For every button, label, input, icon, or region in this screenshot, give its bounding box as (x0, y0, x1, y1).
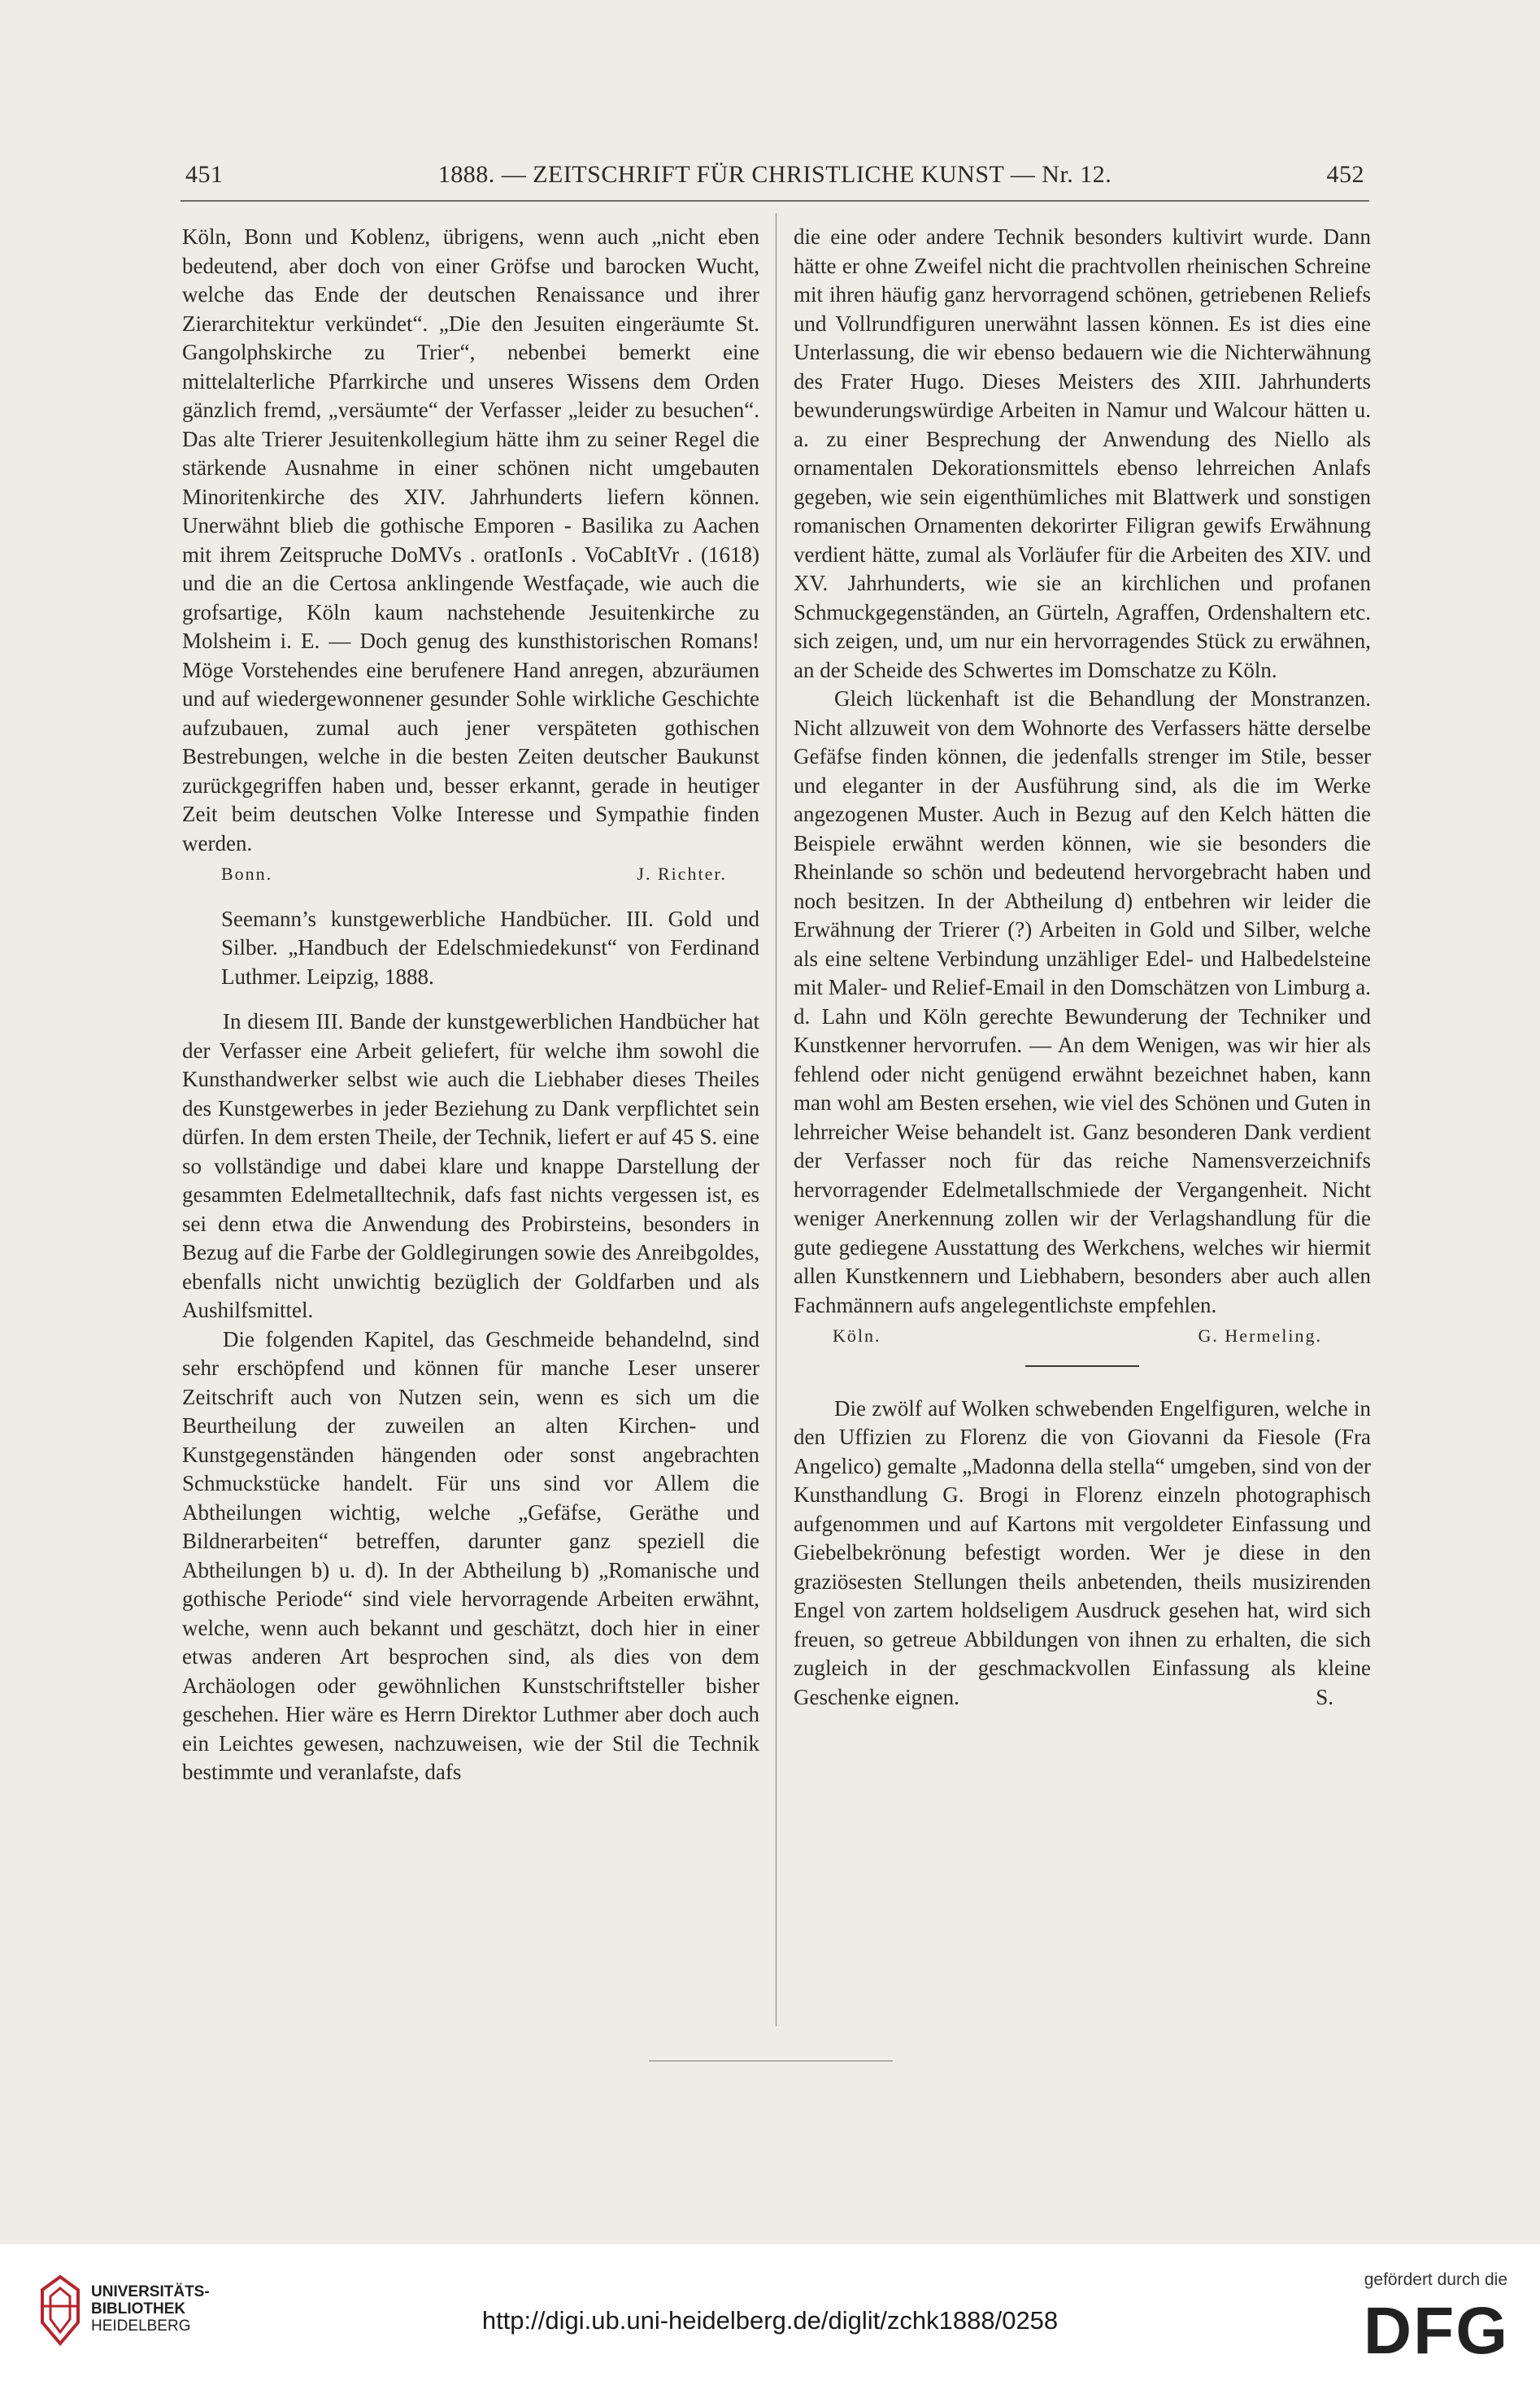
article-paragraph: Gleich lückenhaft ist die Behandlung der Monstranzen. Nicht allzuweit von dem Wohnorte des Verfassers hätte derselbe Gefäfse finden können, die jedenfalls strenger im Stile, besser und eleganter in der Ausführung sind, als die im Werke angezogenen Muster. Auch in Bezug auf den Kelch hätten die Beispiele erwähnt werden können, wie sie besonders die Rheinlande so schön und bedeutend hervorgebracht haben und noch besitzen. In der Abtheilung d) entbehren wir leider die Erwähnung der Trierer (?) Arbeiten in Gold und Silber, welche als eine seltene Verbindung unzähliger Edel- und Halbedelsteine mit Maler- und Relief-Email in den Domschätzen von Limburg a. d. Lahn und Köln gerechte Bewunderung der Techniker und Kunstkenner hervorrufen. — An dem Wenigen, was wir hier als fehlend oder nicht genügend erwähnt bezeichnet haben, kann man wohl am Besten ersehen, wie viel des Schönen und Guten in lehrreicher Weise behandelt ist. Ganz besonderen Dank verdient der Verfasser noch für das reiche Namensverzeichnifs hervorragender Edelmetallschmiede der Vergangenheit. Nicht weniger Anerkennung zollen wir der Verlagshandlung für die gute gediegene Ausstattung des Werkchens, welches wir hiermit allen Kunstkennern und Liebhabern, besonders aber auch allen Fachmännern aufs angelegentlichste empfehlen. (794, 686, 1371, 1317)
article-paragraph: die eine oder andere Technik besonders kultivirt wurde. Dann hätte er ohne Zweifel nicht die prachtvollen rheinischen Schreine mit ihren häufig ganz hervorragend schönen, getriebenen Reliefs und Vollrundfiguren unerwähnt lassen können. Es ist dies eine Unterlassung, die wir ebenso bedauern wie die Nichterwähnung des Frater Hugo. Dieses Meisters des XIII. Jahrhunderts bewunderungswürdige Arbeiten in Namur und Walcour hätten u. a. zu einer Besprechung der Anwendung des Niello als ornamentalen Dekorationsmittels ebenso lehrreichen Anlafs gegeben, wie sein eigenthümliches mit Blattwerk und sonstigen romanischen Ornamenten dekorirter Filigran gewifs Erwähnung verdient hätte, zumal als Vorläufer für die Arbeiten des XIV. und XV. Jahrhunderts, wie sie an kirchlichen und profanen Schmuckgegenständen, an Gürteln, Agraffen, Ordenshaltern etc. sich zeigen, und, um nur ein hervorragendes Stück zu erwähnen, an der Scheide des Schwertes im Domschatze zu Köln. (794, 224, 1371, 682)
signature (794, 1320, 1371, 1362)
article-paragraph: Die folgenden Kapitel, das Geschmeide behandelnd, sind sehr erschöpfend und können für manche Leser unserer Zeitschrift auch von Nutzen sein, wenn es sich um die Beurtheilung der zuweilen an alten Kirchen- und Kunstgegenständen hängenden oder sonst angebrachten Schmuckstücke handelt. Für uns sind vor Allem die Abtheilungen wichtig, welche „Gefäfse, Geräthe und Bildnerarbeiten“ betreffen, darunter ganz speziell die Abtheilungen b) u. d). In der Abtheilung b) „Romanische und gothische Periode“ sind viele hervorragende Arbeiten erwähnt, welche, wenn auch bekannt und geschätzt, doch hier in einer etwas anderen Art besprochen sind, als dies von dem Archäologen oder gewöhnlichen Kunstschriftsteller bisher geschehen. Hier wäre es Herrn Direktor Luthmer aber doch auch ein Leichtes gewesen, nachzuweisen, wie der Stil die Technik bestimmte und veranlafste, dafs (182, 1326, 759, 1784)
article-paragraph: In diesem III. Bande der kunstgewerblichen Handbücher hat der Verfasser eine Arbeit geliefert, für welche ihm sowohl die Kunsthandwerker selbst wie auch die Liebhaber dieses Theiles des Kunstgewerbes in jeder Beziehung zu Dank verpflichtet sein dürfen. In dem ersten Theile, der Technik, liefert er auf 45 S. eine so vollständige und dabei klare und knappe Darstellung der gesammten Edelmetalltechnik, dafs fast nichts vergessen ist, es sei denn etwa die Anwendung des Probirsteins, besonders in Bezug auf die Farbe der Goldlegirungen sowie des Anreibgoldes, ebenfalls nicht unwichtig bezüglich der Goldfarben und als Aushilfsmittel. (182, 1009, 759, 1322)
article-paragraph: Köln, Bonn und Koblenz, übrigens, wenn auch „nicht eben bedeutend, aber doch von einer Gröfse und barocken Wucht, welche das Ende der deutschen Renaissance und ihrer Zierarchitektur verkündet“. „Die den Jesuiten eingeräumte St. Gangolphskirche zu Trier“, nebenbei bemerkt eine mittelalterliche Pfarrkirche und unseres Wissens dem Orden gänzlich fremd, „versäumte“ der Verfasser „leider zu besuchen“. Das alte Trierer Jesuitenkollegium hätte ihm zu seiner Regel die stärkende Ausnahme in einer schönen nicht umgebauten Minoritenkirche des XIV. Jahrhunderts liefern können. Unerwähnt blieb die gothische Emporen - Basilika zu Aachen mit ihrem Zeitspruche DoMVs . oratIonIs . VoCabItVr . (1618) und die an die Certosa anklingende Westfaçade, wie auch die grofsartige, Köln kaum nachstehende Jesuitenkirche zu Molsheim i. E. — Doch genug des kunsthistorischen Romans! Möge Vorstehendes eine berufenere Hand anregen, abzuräumen und auf wiedergewonnener gesunder Sohle wirkliche Geschichte aufzubauen, zumal auch jener verspäteten gothischen Bestrebungen, welche in die besten Zeiten deutscher Baukunst zurückgegriffen haben und, besser erkannt, gerade in heutiger Zeit beim deutschen Volke Interesse und Sympathie finden werden. (182, 224, 759, 855)
library-name: UNIVERSITÄTS- BIBLIOTHEK HEIDELBERG (91, 2283, 210, 2335)
review-heading: Seemann’s kunstgewerbliche Handbücher. III. Gold und Silber. „Handbuch der Edelschmiedekunst“ von Ferdinand Luthmer. Leipzig, 1888. (221, 906, 759, 989)
section-rule (1025, 1365, 1139, 1367)
signature-initial: S. (1316, 1684, 1333, 1709)
left-column (182, 223, 759, 1787)
journal-title: 1888. — ZEITSCHRIFT FÜR CHRISTLICHE KUNST — Nr. 12. (437, 161, 1112, 188)
signature-place: Bonn. (221, 864, 273, 884)
funding-note: gefördert durch die (1364, 2270, 1507, 2289)
signature-name: J. Richter. (637, 864, 727, 884)
signature-name: G. Hermeling. (1198, 1325, 1322, 1346)
dfg-logo: DFG (1363, 2294, 1509, 2368)
permalink-url[interactable]: http://digi.ub.uni-heidelberg.de/diglit/zchk1888/0258 (481, 2306, 1059, 2335)
page-number-left: 451 (185, 161, 224, 188)
header-rule (181, 200, 1369, 202)
column-divider (776, 213, 777, 2026)
running-header (185, 161, 1364, 194)
article-paragraph: Die zwölf auf Wolken schwebenden Engelfiguren, welche in den Uffizien zu Florenz die von Giovanni da Fiesole (Fra Angelico) gemalte „Madonna della stella“ umgeben, sind von der Kunsthandlung G. Brogi in Florenz einzeln photographisch aufgenommen und auf Kartons mit vergoldeter Einfassung und Giebelbekrönung befestigt worden. Wer je diese in den graziösesten Stellungen theils anbetenden, theils musizirenden Engel von zartem holdseligem Ausdruck gesehen hat, wird sich freuen, so getreue Abbildungen von ihnen zu erhalten, die sich zugleich in der geschmackvollen Einfassung als kleine Geschenke eignen. S. (794, 1395, 1371, 1713)
page-number-right: 452 (1326, 161, 1364, 188)
digitization-footer (0, 2244, 1540, 2385)
signature (182, 858, 759, 905)
right-column (794, 223, 1371, 1712)
signature-place: Köln. (833, 1325, 881, 1346)
